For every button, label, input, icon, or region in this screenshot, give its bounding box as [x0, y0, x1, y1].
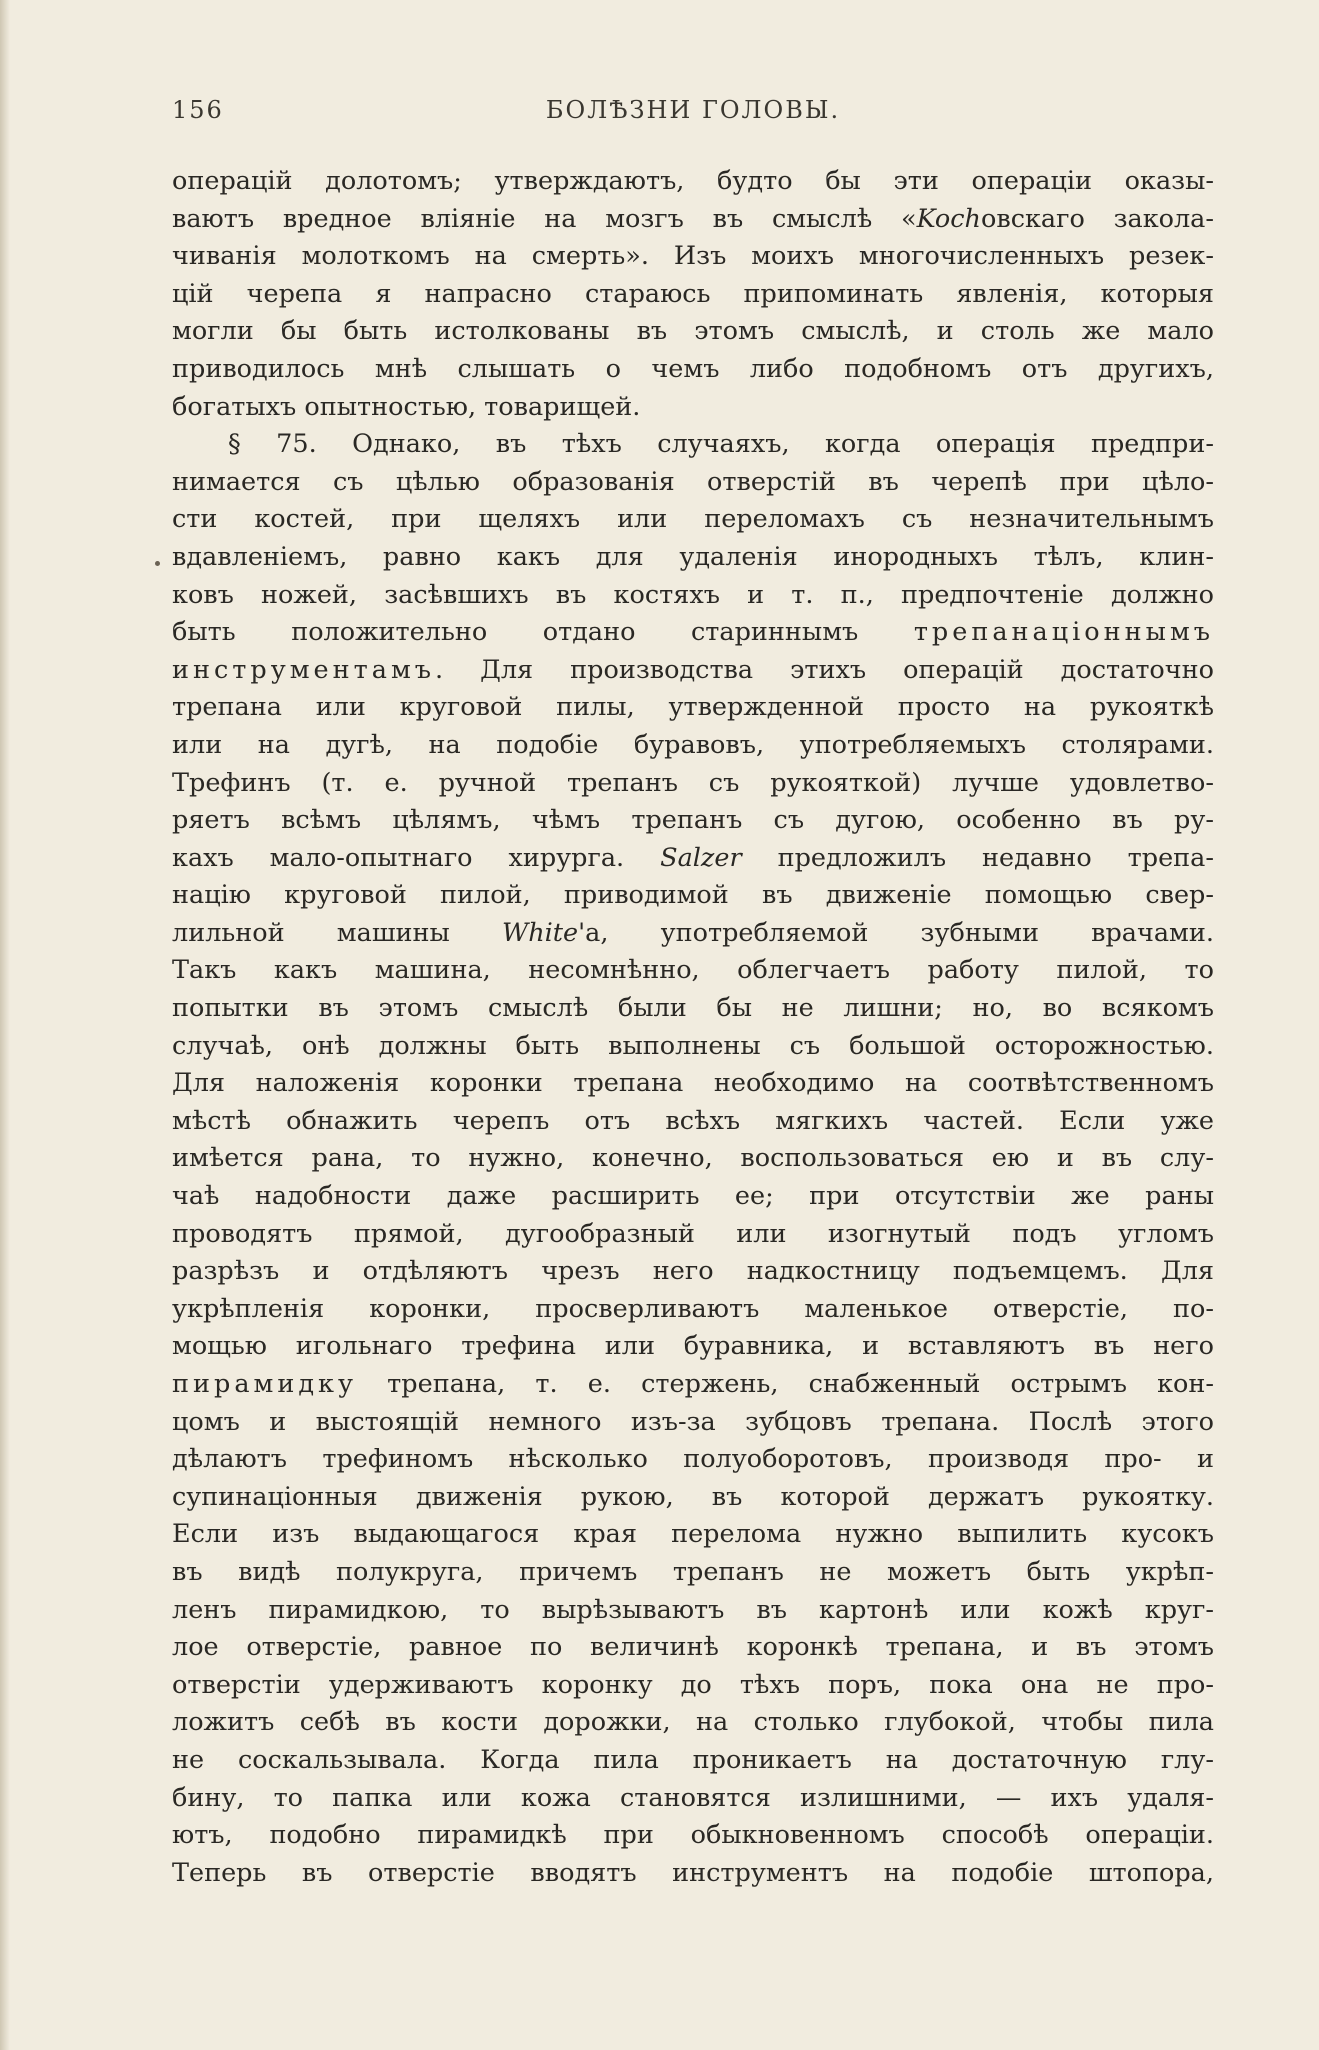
line-text: ваютъ вредное вліяніе на мозгъ въ смыслѣ «: [172, 203, 917, 234]
text-line: [172, 952, 1214, 990]
text-line: [172, 1742, 1214, 1780]
text-line: [172, 1140, 1214, 1178]
text-line: [172, 802, 1214, 840]
line-text: супинаціонныя движенія рукою, въ которой держатъ рукоятку.: [172, 1481, 1214, 1512]
line-text: цомъ и выстоящій немного изъ-за зубцовъ трепана. Послѣ этого: [172, 1406, 1214, 1437]
running-head: БОЛѢЗНИ ГОЛОВЫ.: [545, 96, 841, 124]
line-text: кахъ мало-опытнаго хирурга.: [172, 842, 661, 873]
text-line: [172, 464, 1214, 502]
text-line: [172, 1065, 1214, 1103]
text-line: [172, 1253, 1214, 1291]
text-line: [172, 614, 1214, 652]
line-text: попытки въ этомъ смыслѣ были бы не лишни; но, во всякомъ: [172, 993, 1214, 1024]
line-text: разрѣзъ и отдѣляютъ чрезъ него надкостницу подъемцемъ. Для: [172, 1256, 1214, 1287]
line-text: случаѣ, онѣ должны быть выполнены съ большой осторожностью.: [172, 1030, 1214, 1061]
line-text: трепана или круговой пилы, утвержденной просто на рукояткѣ: [172, 692, 1214, 723]
text-line: [172, 351, 1214, 389]
text-line: [172, 1103, 1214, 1141]
line-text: овскаго закола-: [981, 203, 1214, 234]
line-text: ютъ, подобно пирамидкѣ при обыкновенномъ способѣ операціи.: [172, 1820, 1214, 1851]
line-text: предложилъ недавно трепа-: [741, 842, 1214, 873]
line-text: могли бы быть истолкованы въ этомъ смыслѣ, и столь же мало: [172, 316, 1214, 347]
line-text: Для наложенія коронки трепана необходимо на соотвѣтственномъ: [172, 1068, 1214, 1099]
line-text: не соскальзывала. Когда пила проникаетъ на достаточную глу-: [172, 1744, 1214, 1775]
line-text: Если изъ выдающагося края перелома нужно выпилить кусокъ: [172, 1519, 1214, 1550]
text-line: [172, 1704, 1214, 1742]
line-text: 'а, употребляемой зубными врачами.: [578, 917, 1214, 948]
line-text: имѣется рана, то нужно, конечно, воспользоваться ею и въ слу-: [172, 1143, 1214, 1174]
text-line: [172, 1216, 1214, 1254]
text-line: [172, 1516, 1214, 1554]
text-line: [172, 877, 1214, 915]
italic-name: Koch: [916, 203, 981, 234]
line-text: ленъ пирамидкою, то вырѣзываютъ въ картонѣ или кожѣ круг-: [172, 1594, 1214, 1625]
page-header: [172, 96, 1214, 128]
line-text: лое отверстіе, равное по величинѣ коронкѣ трепана, и въ этомъ: [172, 1632, 1214, 1663]
line-text: Трефинъ (т. е. ручной трепанъ съ рукояткой) лучше удовлетво-: [172, 767, 1214, 798]
body-text: [172, 163, 1214, 1892]
text-line: [172, 990, 1214, 1028]
line-text: дѣлаютъ трефиномъ нѣсколько полуоборотовъ, производя про- и: [172, 1444, 1214, 1475]
text-line: [172, 689, 1214, 727]
text-line: [172, 577, 1214, 615]
text-line: [172, 539, 1214, 577]
text-line: [172, 652, 1214, 690]
text-line: [172, 276, 1214, 314]
text-line: [172, 1328, 1214, 1366]
page-number: 156: [172, 96, 224, 124]
italic-name: Salzer: [660, 842, 742, 873]
text-line: [172, 840, 1214, 878]
line-text: лильной машины: [172, 917, 502, 948]
line-text: ложитъ себѣ въ кости дорожки, на столько глубокой, чтобы пила: [172, 1707, 1214, 1738]
line-text: вдавленіемъ, равно какъ для удаленія инородныхъ тѣлъ, клин-: [172, 541, 1214, 572]
text-line: [172, 765, 1214, 803]
line-text: націю круговой пилой, приводимой въ движеніе помощью свер-: [172, 880, 1214, 911]
text-line: [172, 1855, 1214, 1893]
line-text: ковъ ножей, засѣвшихъ въ костяхъ и т. п., предпочтеніе должно: [172, 579, 1214, 610]
line-text: чиванія молоткомъ на смерть». Изъ моихъ многочисленныхъ резек-: [172, 241, 1214, 272]
text-line: [172, 915, 1214, 953]
line-text: сти костей, при щеляхъ или переломахъ съ незначительнымъ: [172, 504, 1214, 535]
line-text: цій черепа я напрасно стараюсь припоминать явленія, которыя: [172, 278, 1214, 309]
text-line: [172, 163, 1214, 201]
text-line: [172, 727, 1214, 765]
line-text: ряетъ всѣмъ цѣлямъ, чѣмъ трепанъ съ дугою, особенно въ ру-: [172, 805, 1214, 836]
text-line: [172, 1441, 1214, 1479]
text-line: [172, 1178, 1214, 1216]
text-line: [172, 1554, 1214, 1592]
line-text: или на дугѣ, на подобіе буравовъ, употребляемыхъ столярами.: [172, 729, 1214, 760]
line-text: мѣстѣ обнажить черепъ отъ всѣхъ мягкихъ частей. Если уже: [172, 1105, 1214, 1136]
text-line: [172, 1404, 1214, 1442]
text-line: [172, 389, 1214, 427]
line-text: чаѣ надобности даже расширить ее; при отсутствіи же раны: [172, 1181, 1214, 1212]
text-line: [172, 1667, 1214, 1705]
line-text: операцій долотомъ; утверждаютъ, будто бы эти операціи оказы-: [172, 166, 1214, 196]
line-text: . Для производства этихъ операцій достаточно: [435, 654, 1214, 685]
spaced-term: пирамидку: [172, 1369, 357, 1399]
text-line: [172, 1592, 1214, 1630]
text-line: [172, 238, 1214, 276]
text-line: [172, 501, 1214, 539]
line-text: приводилось мнѣ слышать о чемъ либо подобномъ отъ другихъ,: [172, 353, 1214, 384]
text-line: [172, 1629, 1214, 1667]
line-text: трепана, т. е. стержень, снабженный острымъ кон-: [357, 1369, 1214, 1399]
text-line: [172, 1780, 1214, 1818]
line-text: въ видѣ полукруга, причемъ трепанъ не можетъ быть укрѣп-: [172, 1556, 1214, 1587]
spine-shadow: [0, 0, 10, 2050]
line-text: бину, то папка или кожа становятся излишними, — ихъ удаля-: [172, 1782, 1214, 1813]
line-text: мощью игольнаго трефина или буравника, и вставляютъ въ него: [172, 1331, 1214, 1362]
spaced-term: инструментамъ: [172, 654, 435, 685]
text-line: [172, 1366, 1214, 1404]
spaced-term: трепанаціоннымъ: [913, 617, 1214, 648]
line-text: укрѣпленія коронки, просверливаютъ маленькое отверстіе, по-: [172, 1293, 1214, 1324]
line-text: отверстіи удерживаютъ коронку до тѣхъ поръ, пока она не про-: [172, 1669, 1214, 1700]
text-line: [172, 1817, 1214, 1855]
italic-name: White: [501, 917, 579, 948]
line-text: § 75. Однако, въ тѣхъ случаяхъ, когда операція предпри-: [228, 429, 1214, 460]
line-text: Теперь въ отверстіе вводятъ инструментъ на подобіе штопора,: [172, 1857, 1214, 1888]
line-text: быть положительно отдано стариннымъ: [172, 617, 914, 648]
text-line: [172, 1479, 1214, 1517]
line-text: проводятъ прямой, дугообразный или изогнутый подъ угломъ: [172, 1218, 1214, 1249]
margin-mark: [155, 561, 160, 566]
text-line: [172, 1028, 1214, 1066]
text-line: [172, 313, 1214, 351]
text-line: [172, 1291, 1214, 1329]
text-line: [172, 201, 1214, 239]
text-line: [172, 426, 1214, 464]
line-text: Такъ какъ машина, несомнѣнно, облегчаетъ работу пилой, то: [172, 955, 1214, 986]
line-text: богатыхъ опытностью, товарищей.: [172, 391, 641, 422]
line-text: нимается съ цѣлью образованія отверстій въ черепѣ при цѣло-: [172, 466, 1214, 497]
